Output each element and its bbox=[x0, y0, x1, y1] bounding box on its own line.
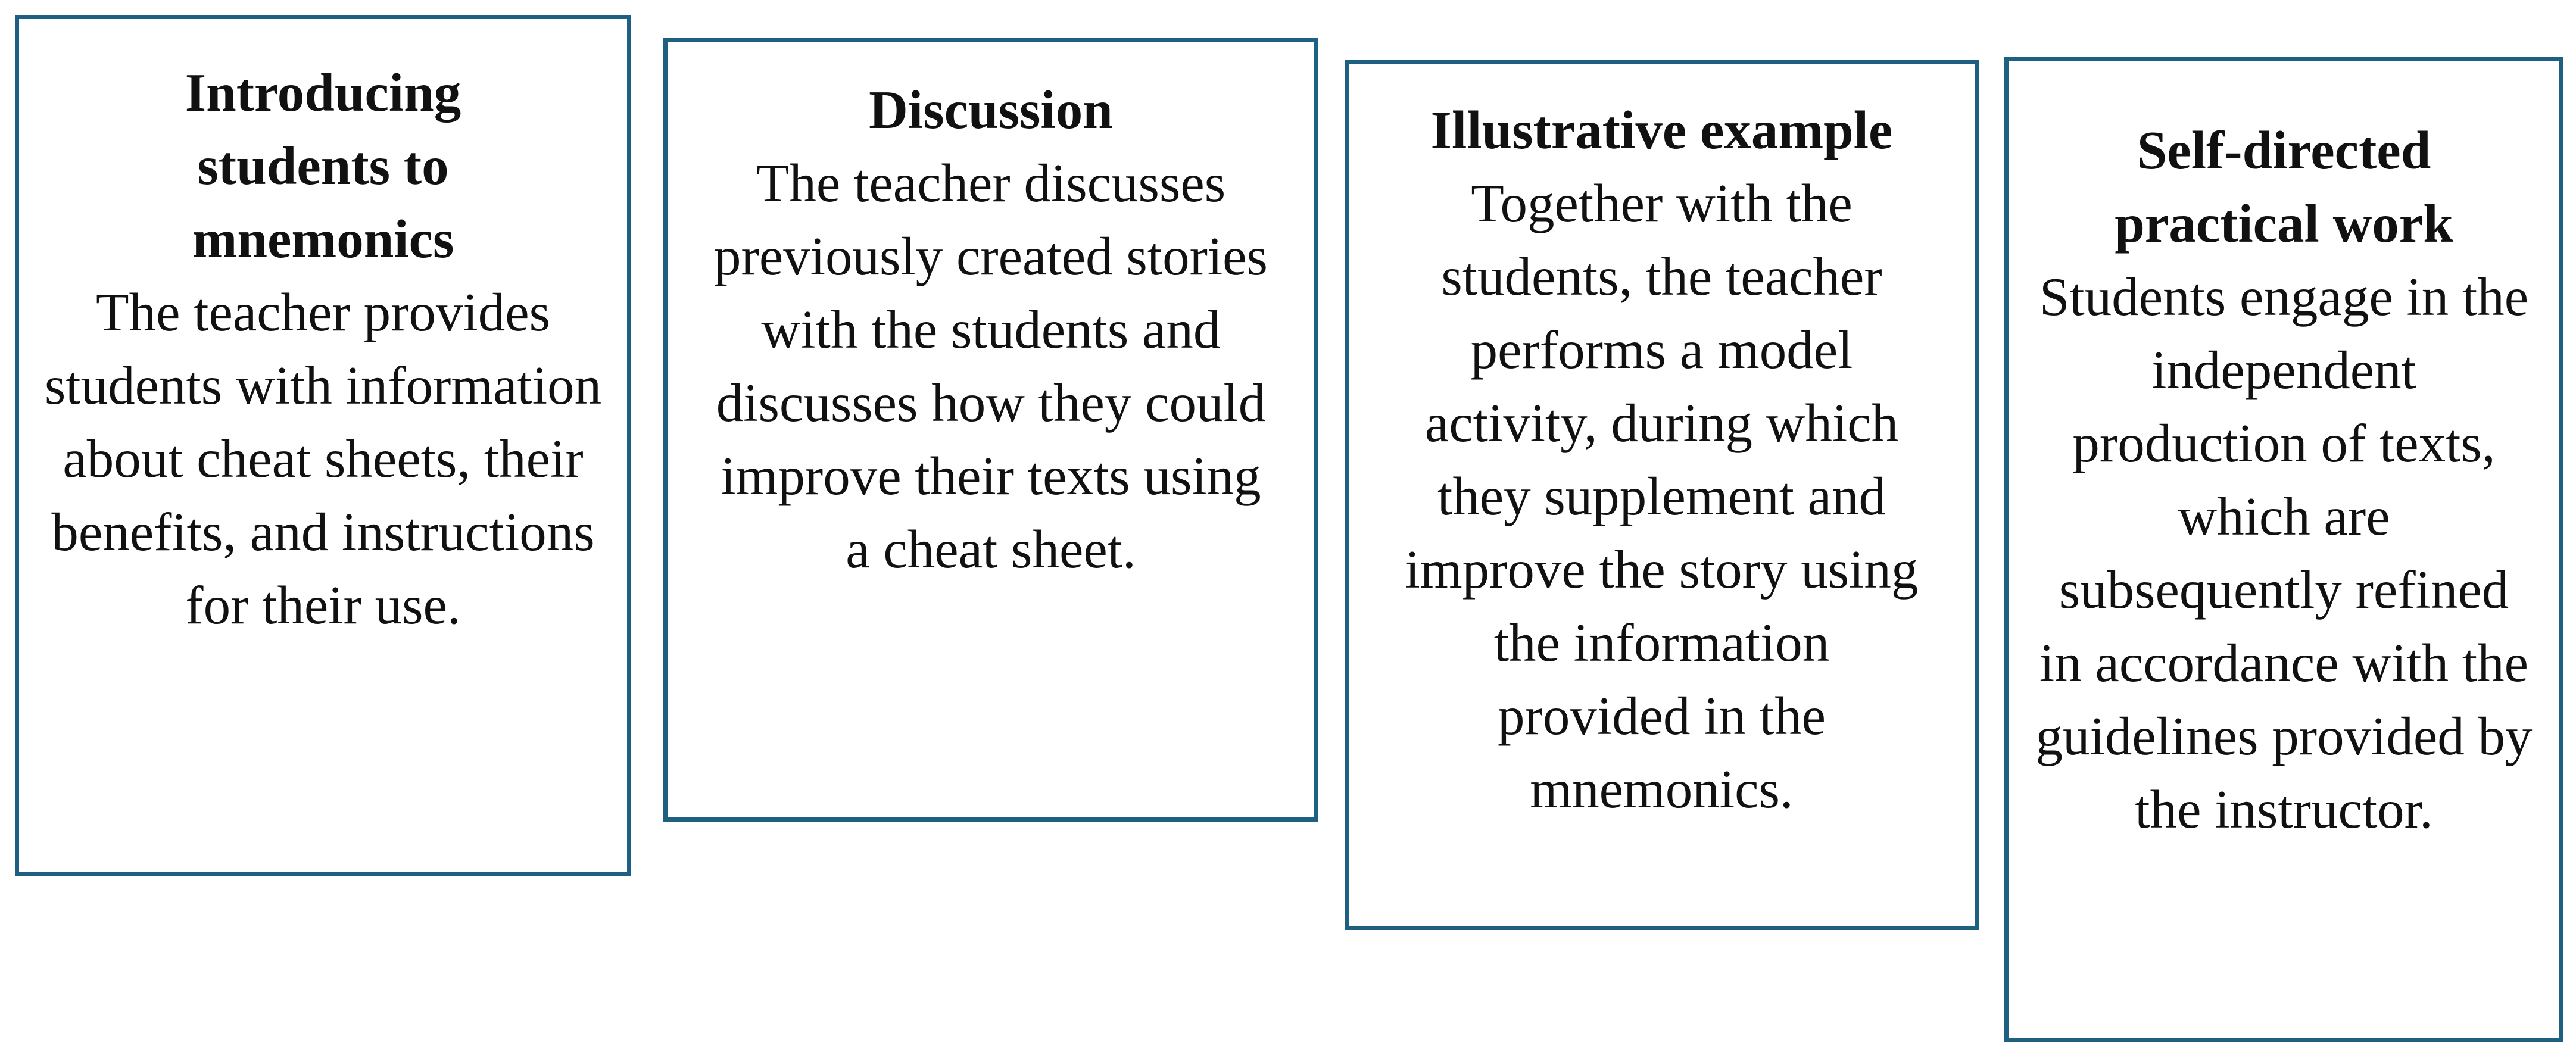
step-title: Self-directed practical work bbox=[2115, 120, 2453, 254]
step-text: The teacher provides students with information about cheat sheets, their benefits, and instructions for their use. bbox=[44, 282, 602, 635]
step-box-discussion bbox=[663, 38, 1318, 822]
step-text: Together with the students, the teacher performs a model activity, during which they supplement and improve the story using the information provided in the mnemonics. bbox=[1405, 173, 1919, 819]
step-box-illustrative-example bbox=[1345, 60, 1979, 930]
step-box-self-directed-work bbox=[2004, 57, 2563, 1042]
step-title: Introducing students to mnemonics bbox=[185, 63, 461, 269]
step-text: The teacher discusses previously created stories with the students and discusses how they could improve their texts using a cheat sheet. bbox=[714, 153, 1268, 579]
step-text: Students engage in the independent production of texts, which are subsequently refined in accordance with the guidelines provided by the instructor. bbox=[2035, 267, 2533, 839]
step-box-introducing bbox=[15, 15, 631, 876]
step-title: Discussion bbox=[869, 80, 1113, 140]
step-title: Illustrative example bbox=[1430, 100, 1893, 160]
